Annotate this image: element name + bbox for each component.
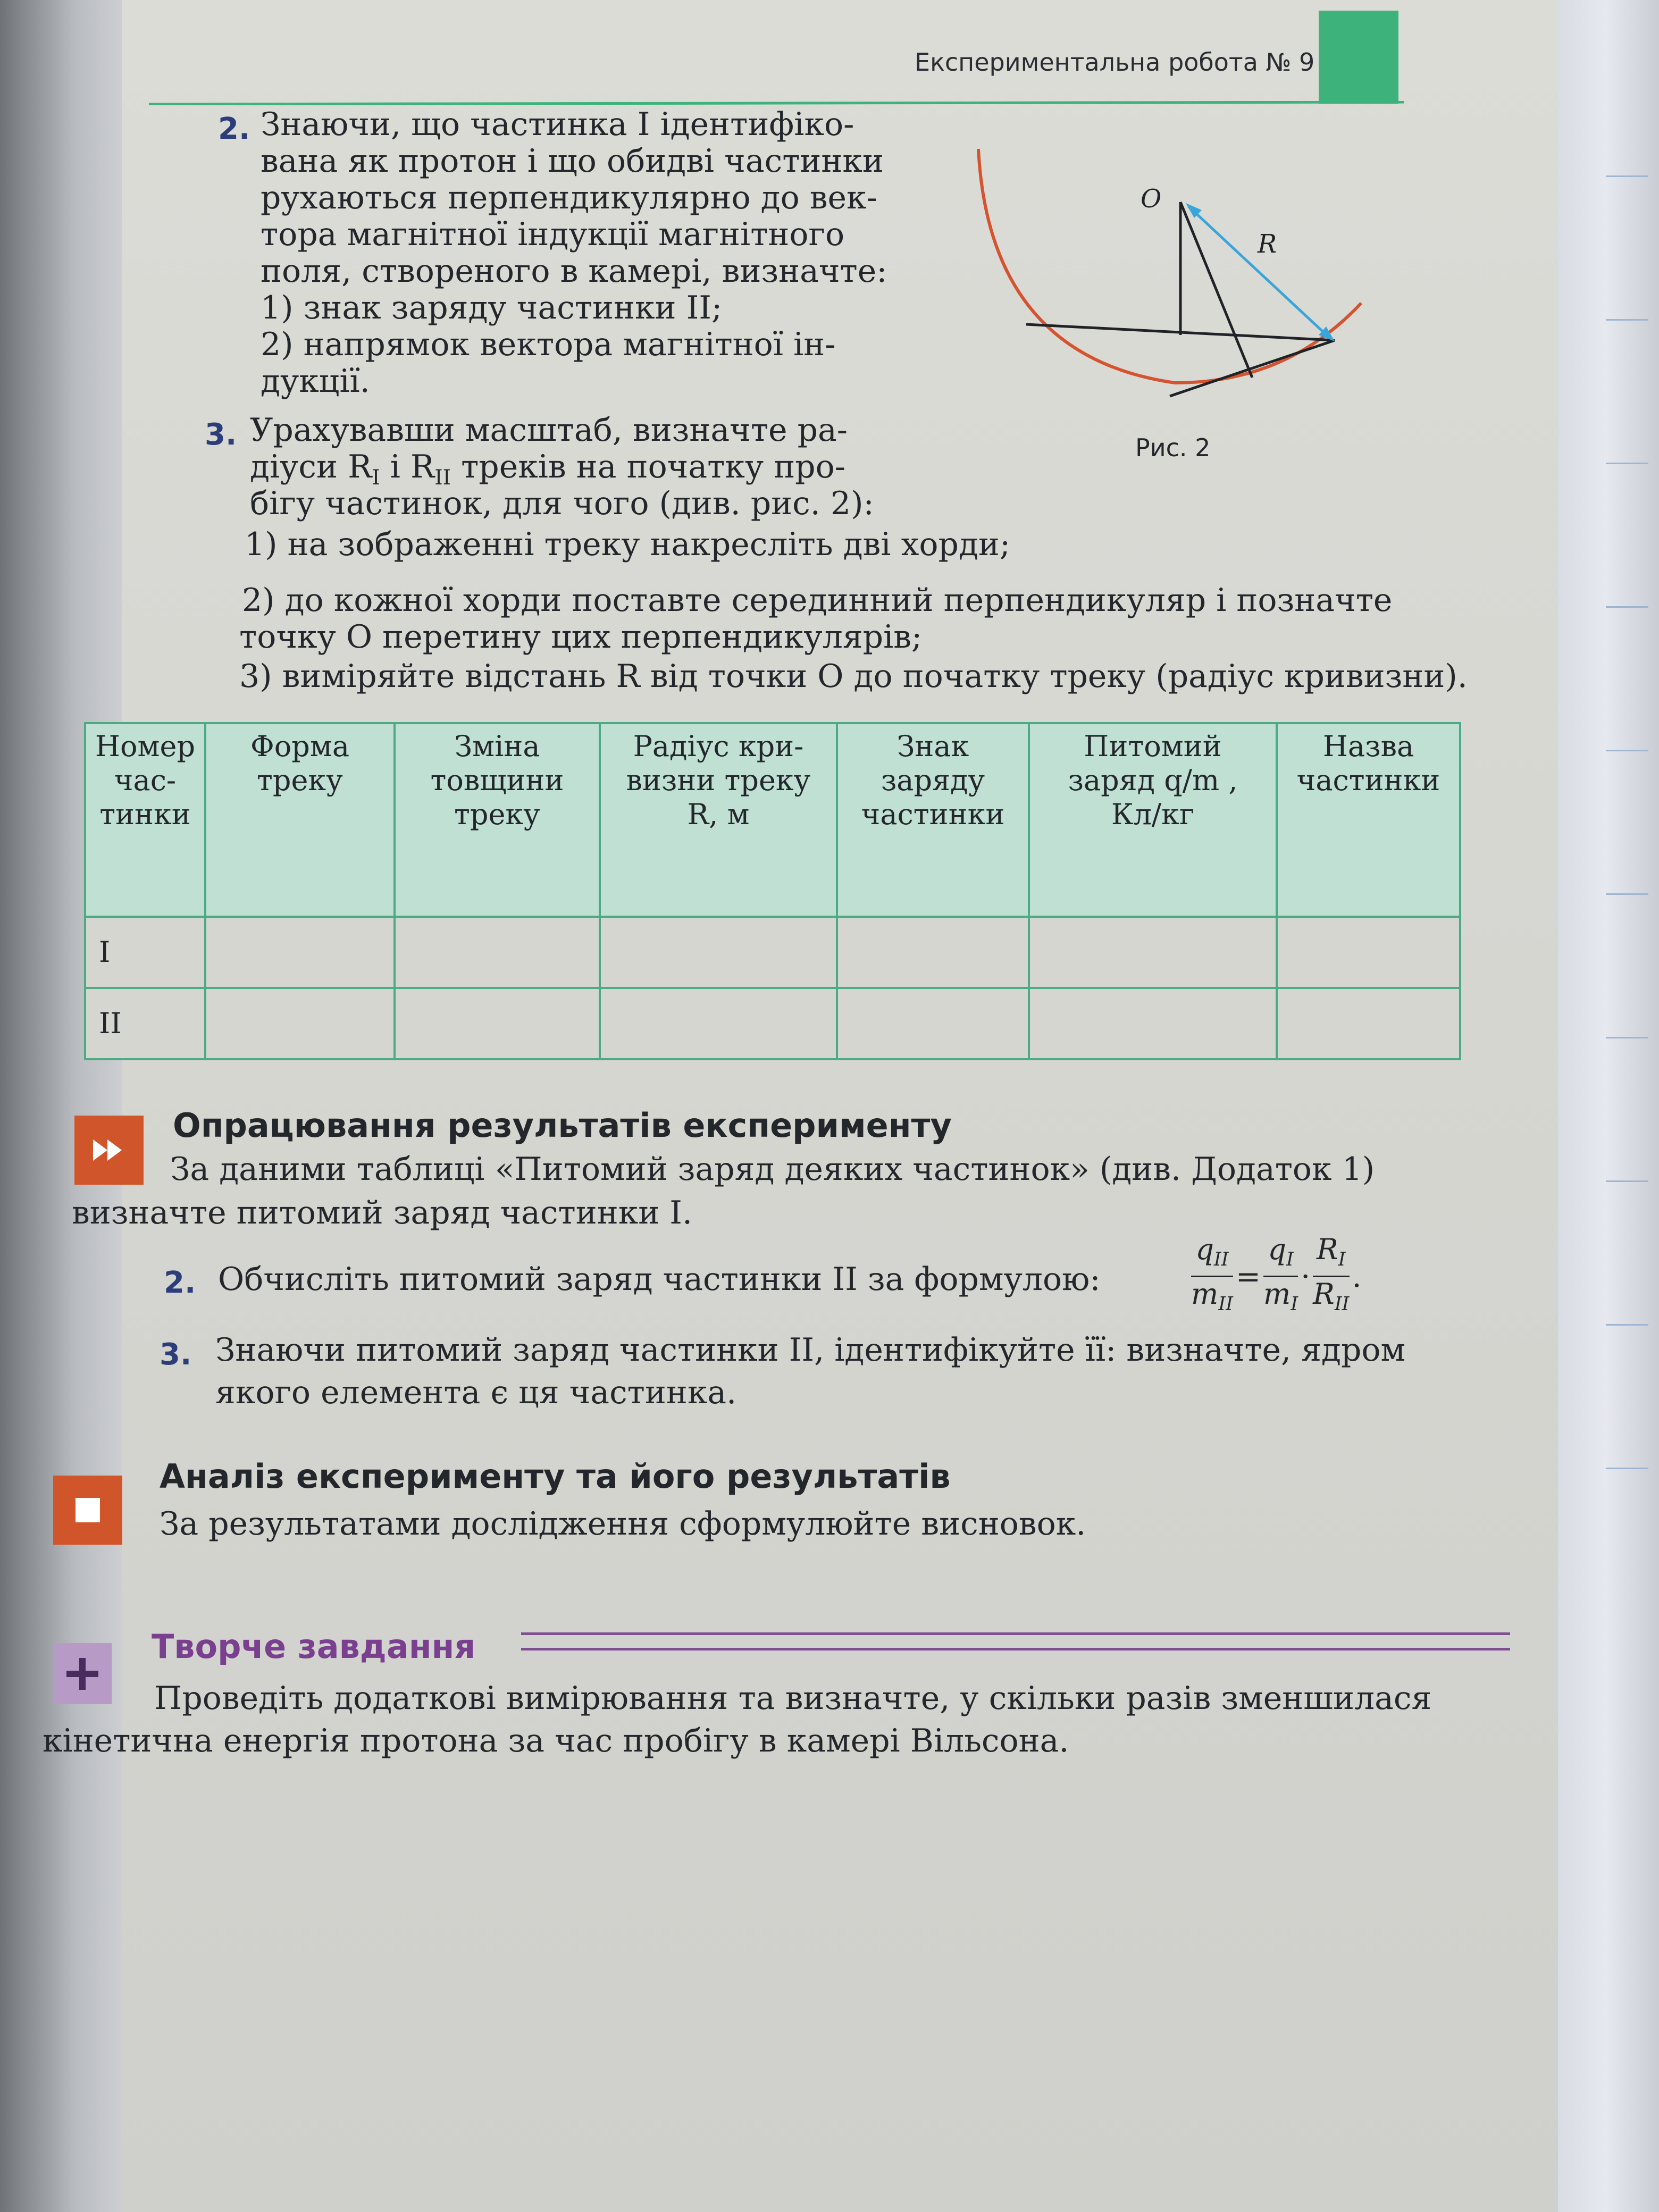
col-header-specific-charge: Питомий заряд q/m , Кл/кг bbox=[1029, 723, 1277, 917]
particle-track-arc bbox=[978, 149, 1361, 383]
table-cell bbox=[1277, 988, 1460, 1059]
processing-item-3-number: 3. bbox=[160, 1337, 192, 1372]
task-2-line-2: вана як протон і що обидві частинки bbox=[261, 143, 884, 180]
creative-line-1: Проведіть додаткові вимірювання та визначте, у скільки разів зменшилася bbox=[154, 1680, 1432, 1717]
table-cell bbox=[600, 988, 837, 1059]
specific-charge-formula: $\frac{q_{II}}{m_{II}}$ = $\frac{q_I}{m_I}$ · $\frac{R_I}{R_{II}}$ . bbox=[1191, 1234, 1361, 1320]
figure-track-diagram bbox=[968, 133, 1372, 431]
table-cell bbox=[1029, 988, 1277, 1059]
table-cell bbox=[395, 917, 600, 988]
table-cell bbox=[600, 917, 837, 988]
task-3-step-3: 3) виміряйте відстань R від точки O до початку треку (радіус кривизни). bbox=[239, 658, 1468, 695]
processing-paragraph-line-1: За даними таблиці «Питомий заряд деяких частинок» (див. Додаток 1) bbox=[170, 1151, 1375, 1188]
col-header-number: Номер час- тинки bbox=[85, 723, 205, 917]
analysis-title: Аналіз експерименту та його результатів bbox=[160, 1457, 951, 1496]
table-cell bbox=[205, 917, 395, 988]
table-cell: I bbox=[85, 917, 205, 988]
table-cell bbox=[205, 988, 395, 1059]
processing-item-3-line-1: Знаючи питомий заряд частинки II, ідентифікуйте її: визначте, ядром bbox=[215, 1331, 1406, 1369]
plus-icon bbox=[53, 1643, 112, 1704]
task-2-line-8: дукції. bbox=[261, 363, 370, 400]
table-cell bbox=[1277, 917, 1460, 988]
processing-item-3-line-2: якого елемента є ця частинка. bbox=[215, 1374, 737, 1411]
header-green-tab bbox=[1319, 11, 1398, 104]
label-r: R bbox=[1258, 229, 1277, 259]
table-header-row bbox=[85, 723, 1460, 917]
label-o: O bbox=[1141, 184, 1162, 214]
col-header-thickness: Зміна товщини треку bbox=[395, 723, 600, 917]
header-rule bbox=[149, 101, 1404, 105]
task-2-line-5: поля, створеного в камері, визначте: bbox=[261, 253, 887, 290]
perpendicular-2 bbox=[1180, 202, 1252, 378]
task-3-number: 3. bbox=[205, 417, 237, 452]
col-header-shape: Форма треку bbox=[205, 723, 395, 917]
task-2-line-6: 1) знак заряду частинки II; bbox=[261, 289, 723, 326]
page-header-title: Експериментальна робота № 9 bbox=[915, 48, 1315, 77]
results-table bbox=[84, 722, 1461, 1060]
col-header-charge-sign: Знак заряду частинки bbox=[837, 723, 1029, 917]
table-cell bbox=[395, 988, 600, 1059]
table-row bbox=[85, 917, 1460, 988]
task-3-line-3: бігу частинок, для чого (див. рис. 2): bbox=[250, 485, 874, 522]
task-2-line-7: 2) напрямок вектора магнітної ін- bbox=[261, 326, 836, 363]
fast-forward-icon bbox=[74, 1116, 144, 1185]
processing-item-2-text: Обчисліть питомий заряд частинки II за формулою: bbox=[218, 1261, 1101, 1298]
table-row bbox=[85, 988, 1460, 1059]
creative-title: Творче завдання bbox=[152, 1627, 476, 1666]
col-header-radius: Радіус кри- визни треку R, м bbox=[600, 723, 837, 917]
task-2-line-3: рухаються перпендикулярно до век- bbox=[261, 179, 877, 216]
task-3-step-2: 2) до кожної хорди поставте серединний перпендикуляр і позначте bbox=[242, 582, 1393, 619]
table-cell bbox=[837, 988, 1029, 1059]
task-3-step-1: 1) на зображенні треку накресліть дві хорди; bbox=[245, 526, 1011, 563]
processing-paragraph-line-2: визначте питомий заряд частинки I. bbox=[72, 1194, 693, 1231]
task-3-line-1: Урахувавши масштаб, визначте ра- bbox=[250, 412, 848, 449]
task-2-number: 2. bbox=[218, 112, 250, 146]
table-cell bbox=[837, 917, 1029, 988]
figure-caption: Рис. 2 bbox=[1135, 433, 1211, 462]
table-cell bbox=[1029, 917, 1277, 988]
analysis-text: За результатами дослідження сформулюйте висновок. bbox=[160, 1505, 1086, 1543]
col-header-particle-name: Назва частинки bbox=[1277, 723, 1460, 917]
task-2-line-1: Знаючи, що частинка I ідентифіко- bbox=[261, 106, 854, 143]
processing-item-2-number: 2. bbox=[164, 1266, 196, 1300]
task-2-line-4: тора магнітної індукції магнітного bbox=[261, 216, 845, 253]
table-cell: II bbox=[85, 988, 205, 1059]
creative-line-2: кінетична енергія протона за час пробігу в камері Вільсона. bbox=[43, 1722, 1069, 1759]
task-3-step-2-cont: точку O перетину цих перпендикулярів; bbox=[239, 618, 923, 656]
creative-title-rule bbox=[521, 1632, 1510, 1650]
chord-2 bbox=[1170, 340, 1335, 396]
textbook-page bbox=[43, 0, 1558, 2212]
processing-title: Опрацювання результатів експерименту bbox=[173, 1106, 952, 1145]
stop-square-icon bbox=[53, 1476, 122, 1545]
task-3-line-2: діуси $R_I$ і $R_{II}$ треків на початку про- bbox=[250, 448, 845, 490]
